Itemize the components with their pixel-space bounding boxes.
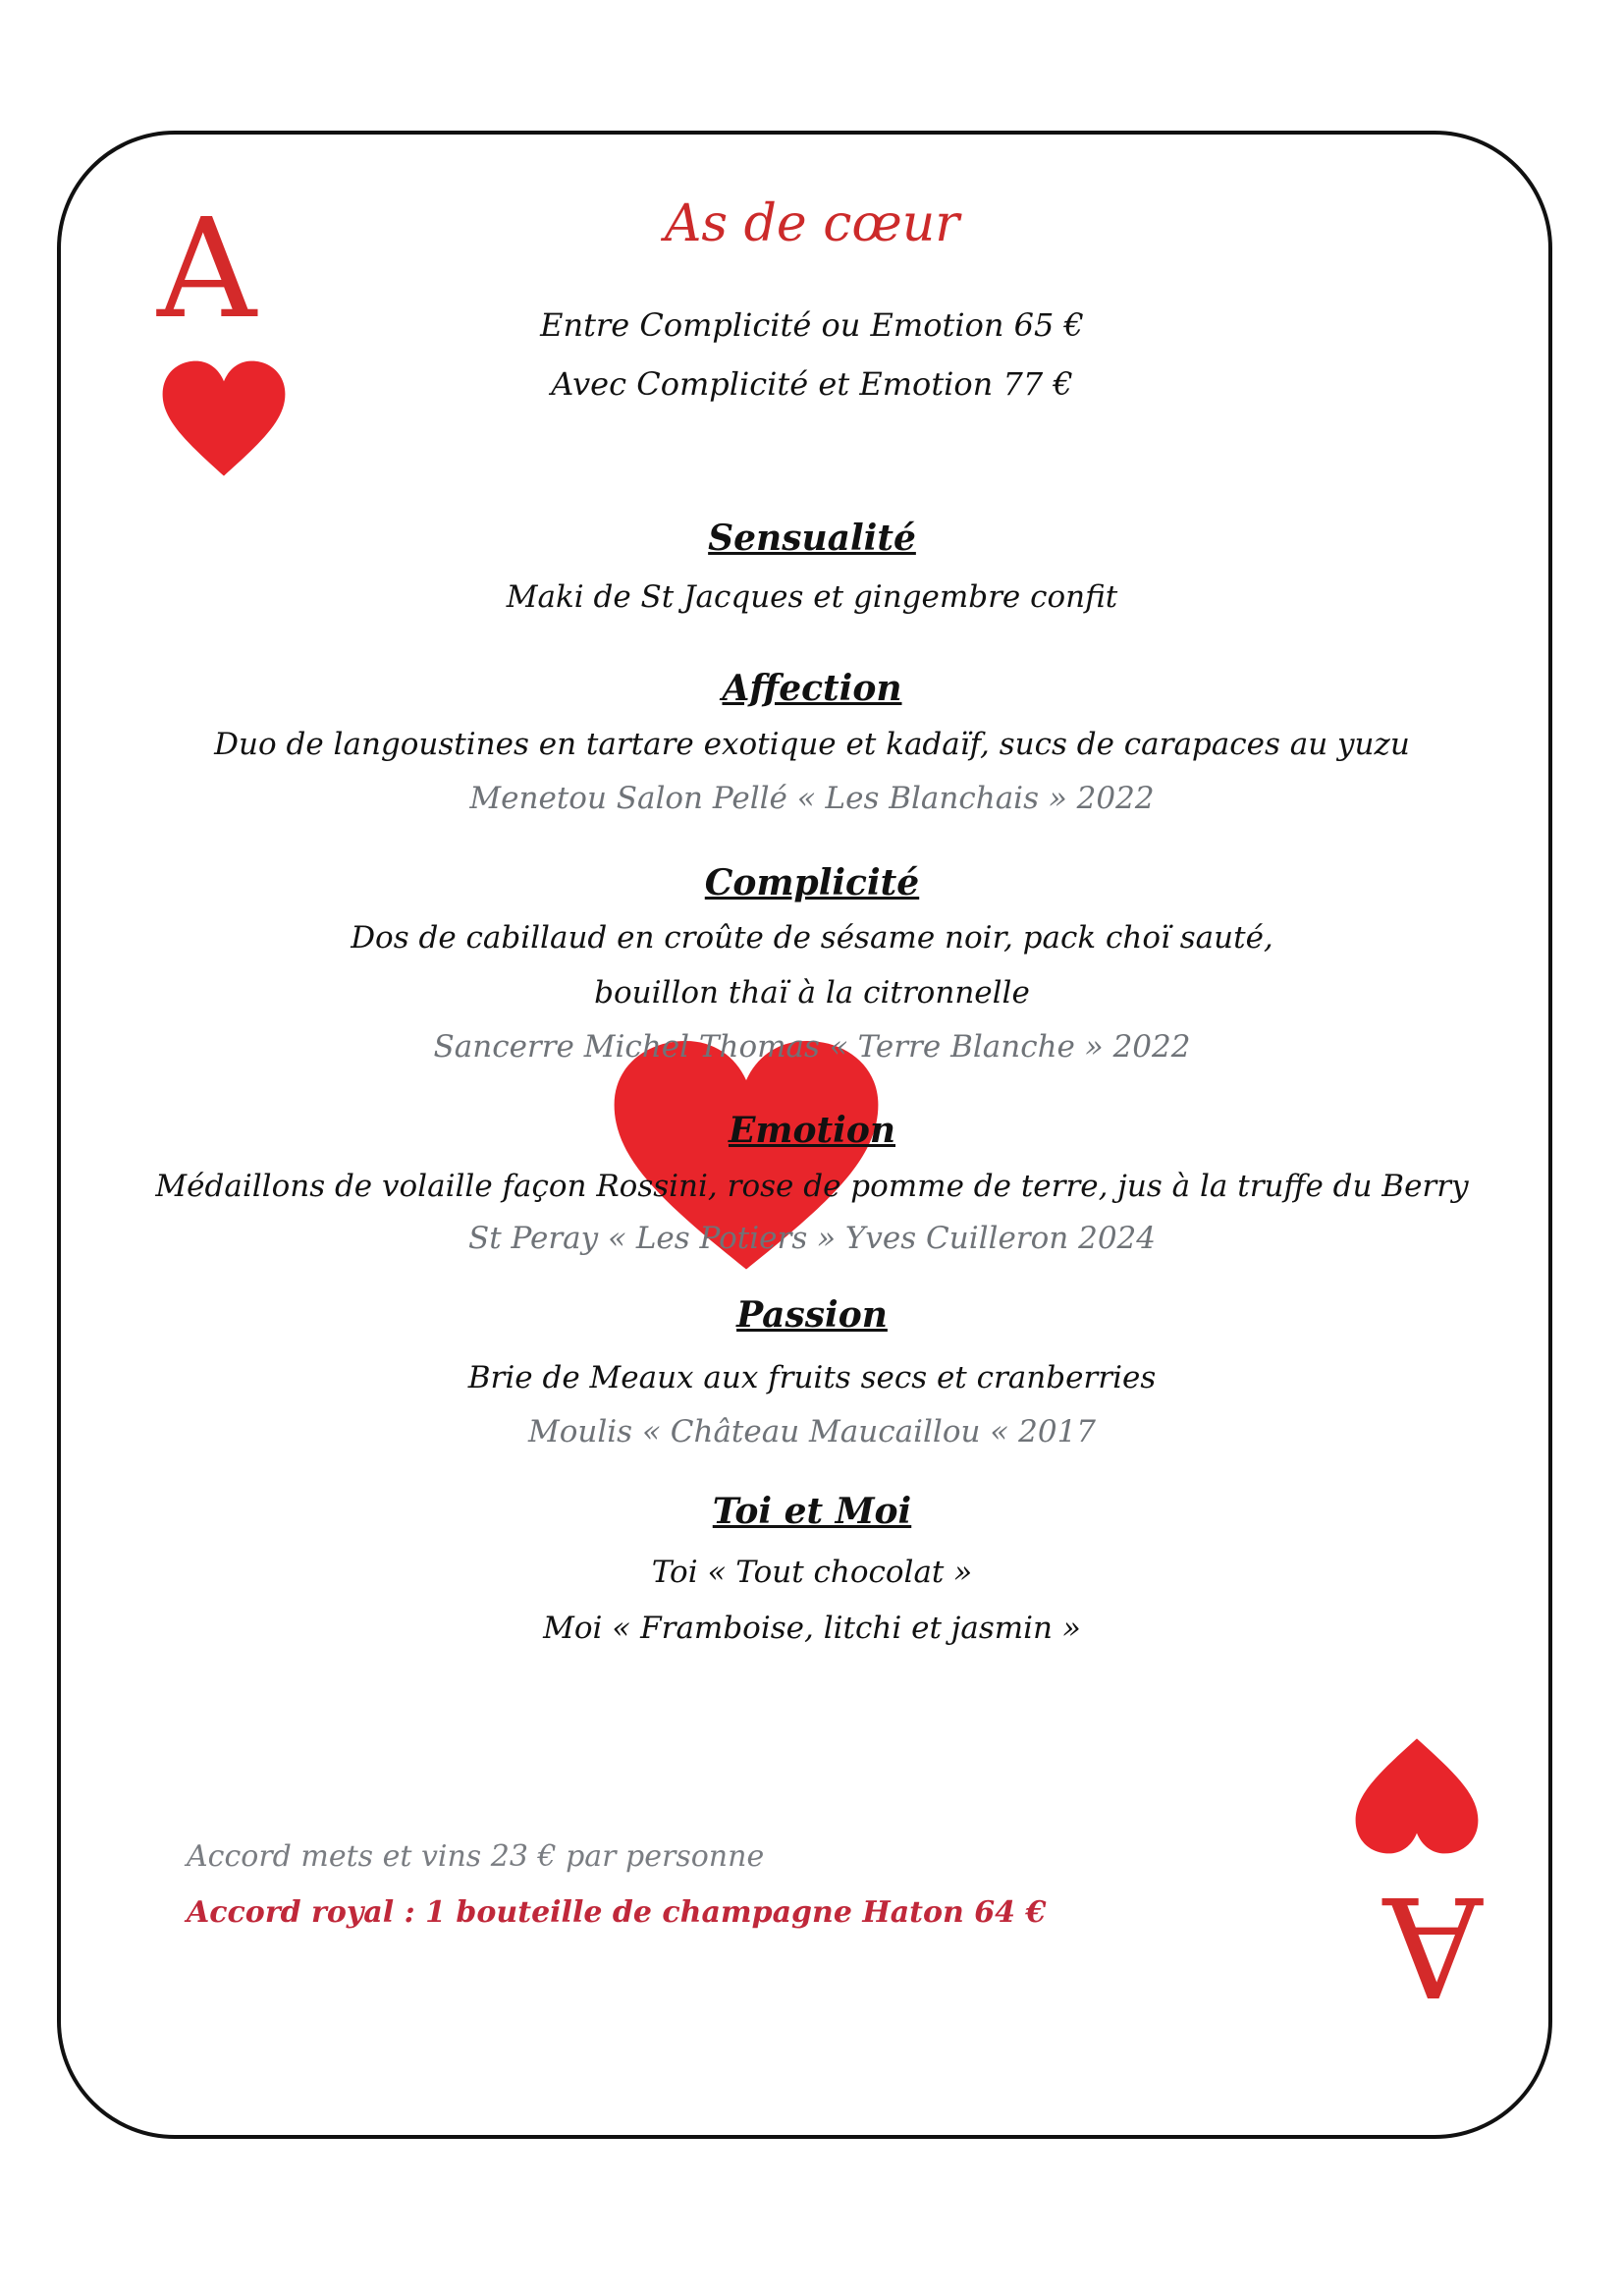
wine-pairing: St Peray « Les Potiers » Yves Cuilleron 2024 — [468, 1221, 1156, 1256]
dish-text: Toi « Tout chocolat » — [651, 1555, 973, 1590]
course-heading: Affection — [722, 668, 902, 709]
menu-title: As de cœur — [664, 194, 960, 253]
dish-text: Brie de Meaux aux fruits secs et cranberries — [467, 1360, 1157, 1395]
course-heading: Passion — [736, 1294, 888, 1336]
course-heading: Sensualité — [708, 518, 916, 559]
wine-pairing-offer: Accord mets et vins 23 € par personne — [187, 1839, 765, 1874]
wine-pairing: Moulis « Château Maucaillou « 2017 — [527, 1414, 1097, 1449]
course-heading: Toi et Moi — [712, 1491, 912, 1532]
price-line: Avec Complicité et Emotion 77 € — [551, 365, 1073, 403]
dish-text: Maki de St Jacques et gingembre confit — [506, 579, 1118, 615]
wine-pairing: Menetou Salon Pellé « Les Blanchais » 2022 — [469, 781, 1155, 816]
dish-text: bouillon thaï à la citronnelle — [594, 975, 1030, 1011]
dish-text: Dos de cabillaud en croûte de sésame noir, pack choï sauté, — [351, 920, 1273, 956]
dish-text: Moi « Framboise, litchi et jasmin » — [543, 1611, 1081, 1646]
wine-pairing: Sancerre Michel Thomas « Terre Blanche » 2022 — [433, 1029, 1191, 1065]
course-heading: Complicité — [704, 862, 920, 903]
corner-bottom-group — [1335, 1689, 1483, 2025]
corner-letter-top: A — [157, 190, 257, 350]
dish-text: Médaillons de volaille façon Rossini, rose de pomme de terre, jus à la truffe du Berry — [155, 1169, 1469, 1204]
price-line: Entre Complicité ou Emotion 65 € — [540, 306, 1084, 344]
course-heading: Emotion — [728, 1110, 896, 1151]
corner-letter-bottom: A — [1382, 1865, 1483, 2025]
heart-icon — [1353, 1723, 1481, 1861]
dish-text: Duo de langoustines en tartare exotique et kadaïf, sucs de carapaces au yuzu — [214, 727, 1410, 762]
royal-pairing-offer: Accord royal : 1 bouteille de champagne Haton 64 € — [187, 1895, 1047, 1930]
